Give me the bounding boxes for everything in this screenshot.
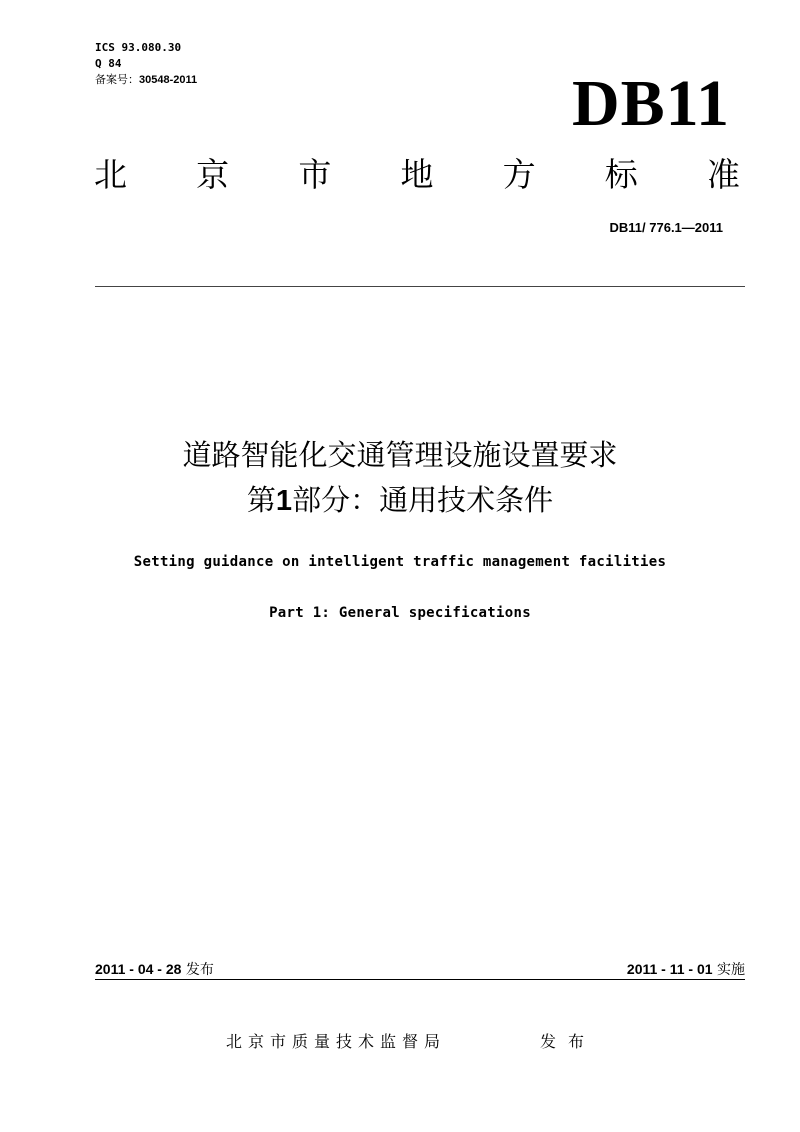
registration-line xyxy=(95,72,197,88)
title-english-line-2: Part 1: General specifications xyxy=(269,605,531,621)
publisher-name: 北京市质量技术监督局 xyxy=(226,1032,447,1051)
part-number: 1 xyxy=(275,485,293,517)
title-chinese-line-2 xyxy=(0,478,800,523)
standard-type-heading xyxy=(94,152,740,198)
title-english-line-1: Setting guidance on intelligent traffic management facilities xyxy=(133,554,667,570)
implementation-date-value: 2011 - 11 - 01 xyxy=(626,961,713,977)
standard-metadata xyxy=(95,40,197,88)
standard-type-char: 市 xyxy=(298,155,332,194)
standard-number: DB11/ 776.1—2011 xyxy=(609,220,723,235)
publish-label: 发布 xyxy=(540,1032,597,1051)
standard-type-char: 北 xyxy=(94,155,127,194)
standard-type-char: 方 xyxy=(502,155,536,194)
issue-date-value: 2011 - 04 - 28 xyxy=(95,961,182,977)
issue-date xyxy=(95,958,214,981)
part-suffix: 部分：通用技术条件 xyxy=(292,483,554,517)
registration-number: 30548-2011 xyxy=(139,74,198,86)
implementation-date xyxy=(627,958,745,981)
implementation-date-word: 实施 xyxy=(717,962,745,978)
db11-logo: DB11 xyxy=(571,67,730,140)
ics-code: ICS 93.080.30 xyxy=(95,41,182,54)
header-divider xyxy=(95,286,745,287)
standard-type-char: 地 xyxy=(400,155,434,194)
registration-label: 备案号： xyxy=(95,73,139,86)
date-row xyxy=(95,958,745,980)
date-divider xyxy=(95,979,745,980)
issue-date-word: 发布 xyxy=(185,962,214,978)
part-prefix: 第 xyxy=(246,483,276,517)
ccs-code: Q 84 xyxy=(95,57,122,70)
standard-type-char: 标 xyxy=(604,155,638,194)
title-chinese-line-1: 道路智能化交通管理设施设置要求 xyxy=(182,438,618,472)
standard-type-char: 准 xyxy=(706,155,740,194)
standard-type-char: 京 xyxy=(196,155,230,194)
